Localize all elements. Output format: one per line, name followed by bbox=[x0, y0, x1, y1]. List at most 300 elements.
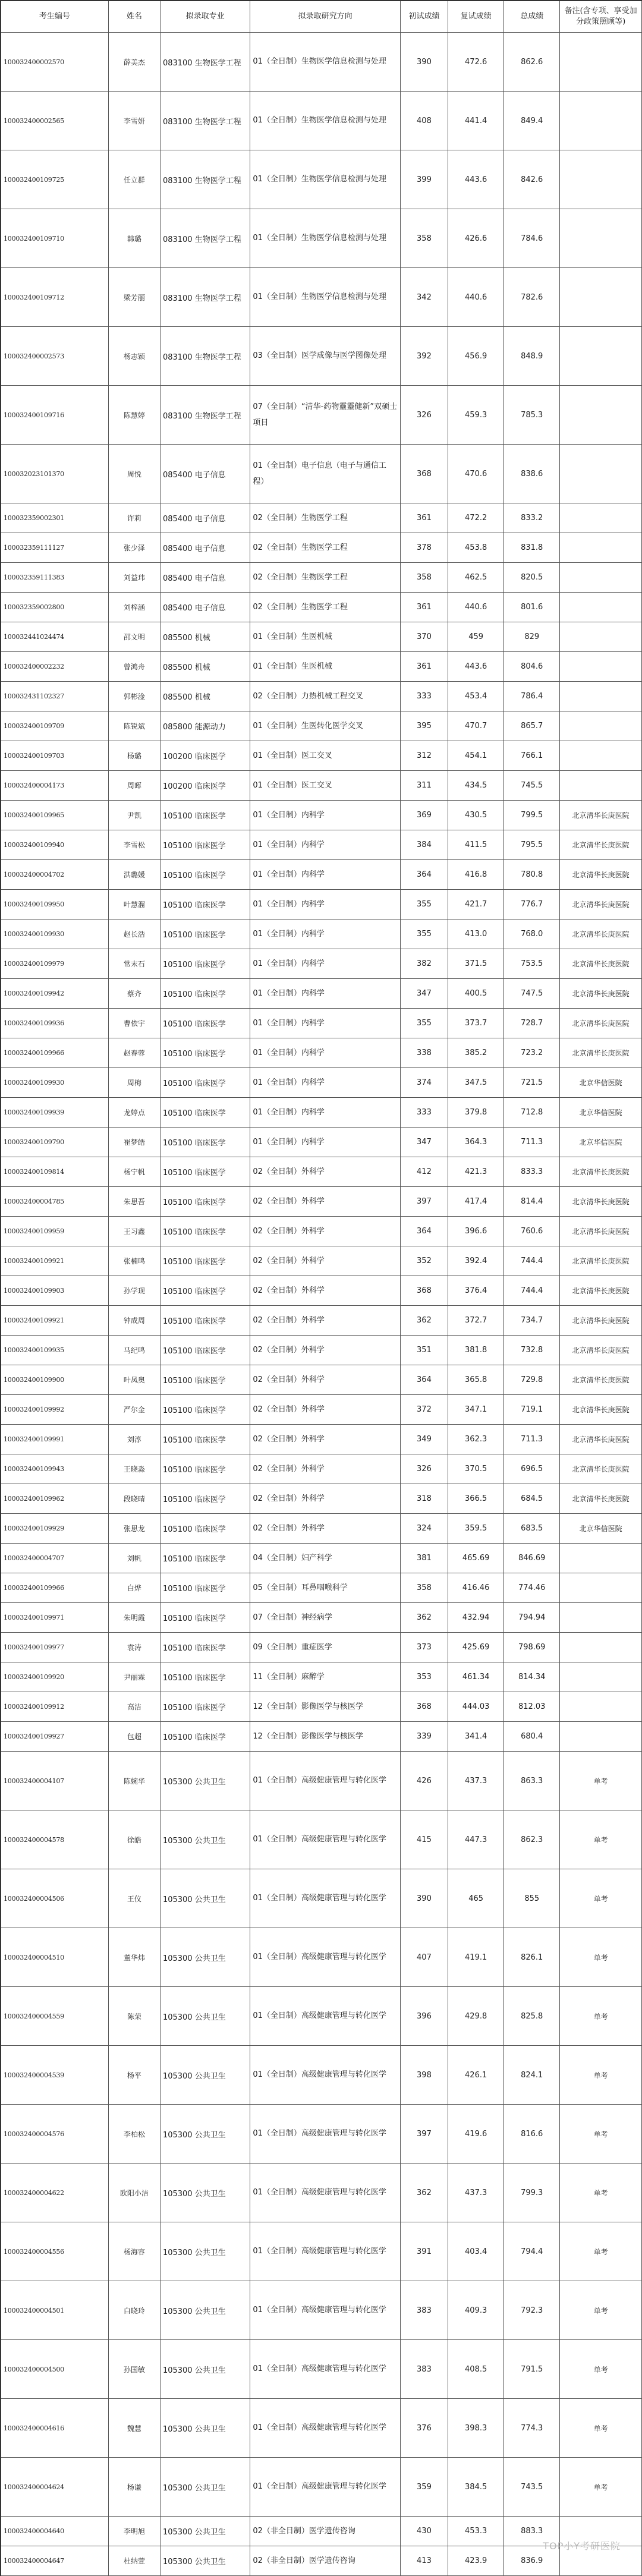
note: 单考 bbox=[560, 1869, 642, 1928]
candidate-id: 100032400004500 bbox=[1, 2340, 108, 2399]
major: 105100 临床医学 bbox=[160, 1276, 250, 1306]
note: 北京清华长庚医院 bbox=[560, 860, 642, 890]
total-score: 804.6 bbox=[504, 652, 560, 682]
initial-score: 383 bbox=[400, 2340, 448, 2399]
total-score: 728.7 bbox=[504, 1009, 560, 1038]
table-row bbox=[1, 1454, 642, 1484]
note: 北京清华长庚医院 bbox=[560, 801, 642, 830]
research-direction: 01（全日制）高级健康管理与转化医学 bbox=[250, 1987, 400, 2046]
candidate-id: 100032400109940 bbox=[1, 830, 108, 860]
candidate-id: 100032400109716 bbox=[1, 386, 108, 445]
candidate-name: 孙学现 bbox=[108, 1276, 160, 1306]
research-direction: 02（全日制）力热机械工程交叉 bbox=[250, 682, 400, 711]
total-score: 744.4 bbox=[504, 1246, 560, 1276]
major: 105100 临床医学 bbox=[160, 1425, 250, 1454]
note: 单考 bbox=[560, 2399, 642, 2458]
retest-score: 396.6 bbox=[448, 1217, 504, 1246]
note bbox=[560, 1633, 642, 1662]
total-score: 712.8 bbox=[504, 1098, 560, 1128]
major: 105300 公共卫生 bbox=[160, 2164, 250, 2222]
candidate-name: 李柏松 bbox=[108, 2105, 160, 2164]
candidate-name: 蔡齐 bbox=[108, 979, 160, 1009]
header-major: 拟录取专业 bbox=[160, 1, 250, 33]
retest-score: 462.5 bbox=[448, 563, 504, 593]
total-score: 812.03 bbox=[504, 1692, 560, 1722]
candidate-id: 100032400109927 bbox=[1, 1722, 108, 1752]
major: 105100 临床医学 bbox=[160, 979, 250, 1009]
note bbox=[560, 711, 642, 741]
candidate-name: 薛美杰 bbox=[108, 33, 160, 92]
initial-score: 398 bbox=[400, 2046, 448, 2105]
table-row bbox=[1, 503, 642, 533]
research-direction: 02（全日制）生物医学工程 bbox=[250, 503, 400, 533]
retest-score: 429.8 bbox=[448, 1987, 504, 2046]
candidate-id: 100032400109709 bbox=[1, 711, 108, 741]
note: 北京华信医院 bbox=[560, 1514, 642, 1544]
total-score: 799.5 bbox=[504, 801, 560, 830]
major: 105300 公共卫生 bbox=[160, 1987, 250, 2046]
research-direction: 01（全日制）生物医学信息检测与处理 bbox=[250, 33, 400, 92]
total-score: 842.6 bbox=[504, 150, 560, 209]
major: 105100 临床医学 bbox=[160, 919, 250, 949]
note: 北京清华长庚医院 bbox=[560, 890, 642, 919]
candidate-id: 100032023101370 bbox=[1, 445, 108, 503]
research-direction: 12（全日制）影像医学与核医学 bbox=[250, 1692, 400, 1722]
table-row bbox=[1, 1068, 642, 1098]
candidate-id: 100032400002570 bbox=[1, 33, 108, 92]
total-score: 711.3 bbox=[504, 1425, 560, 1454]
retest-score: 379.8 bbox=[448, 1098, 504, 1128]
major: 105300 公共卫生 bbox=[160, 1928, 250, 1987]
note bbox=[560, 503, 642, 533]
retest-score: 456.9 bbox=[448, 327, 504, 386]
research-direction: 07（全日制）神经病学 bbox=[250, 1603, 400, 1633]
candidate-name: 朱思吾 bbox=[108, 1187, 160, 1217]
research-direction: 01（全日制）内科学 bbox=[250, 801, 400, 830]
table-row bbox=[1, 919, 642, 949]
research-direction: 01（全日制）生医机械 bbox=[250, 652, 400, 682]
retest-score: 347.5 bbox=[448, 1068, 504, 1098]
candidate-name: 白烨 bbox=[108, 1573, 160, 1603]
research-direction: 02（非全日制）医学遗传咨询 bbox=[250, 2517, 400, 2546]
candidate-name: 尹丽霖 bbox=[108, 1662, 160, 1692]
total-score: 855 bbox=[504, 1869, 560, 1928]
total-score: 711.3 bbox=[504, 1128, 560, 1157]
candidate-name: 叶慧溜 bbox=[108, 890, 160, 919]
retest-score: 341.4 bbox=[448, 1722, 504, 1752]
table-body bbox=[1, 33, 642, 2576]
candidate-name: 刘梓涵 bbox=[108, 593, 160, 622]
total-score: 863.3 bbox=[504, 1752, 560, 1810]
initial-score: 374 bbox=[400, 1068, 448, 1098]
table-row bbox=[1, 268, 642, 327]
candidate-id: 100032400109977 bbox=[1, 1633, 108, 1662]
initial-score: 412 bbox=[400, 1157, 448, 1187]
research-direction: 01（全日制）内科学 bbox=[250, 979, 400, 1009]
note: 北京清华长庚医院 bbox=[560, 1306, 642, 1336]
retest-score: 461.34 bbox=[448, 1662, 504, 1692]
total-score: 814.34 bbox=[504, 1662, 560, 1692]
table-row bbox=[1, 860, 642, 890]
note bbox=[560, 327, 642, 386]
retest-score: 472.2 bbox=[448, 503, 504, 533]
total-score: 836.9 bbox=[504, 2546, 560, 2576]
candidate-name: 朱明霞 bbox=[108, 1603, 160, 1633]
initial-score: 430 bbox=[400, 2517, 448, 2546]
initial-score: 383 bbox=[400, 2281, 448, 2340]
candidate-id: 100032400109921 bbox=[1, 1306, 108, 1336]
research-direction: 02（全日制）外科学 bbox=[250, 1157, 400, 1187]
note: 北京清华长庚医院 bbox=[560, 949, 642, 979]
research-direction: 01（全日制）高级健康管理与转化医学 bbox=[250, 2105, 400, 2164]
note bbox=[560, 1544, 642, 1573]
candidate-id: 100032400109929 bbox=[1, 1514, 108, 1544]
initial-score: 364 bbox=[400, 860, 448, 890]
candidate-name: 王晓淼 bbox=[108, 1454, 160, 1484]
initial-score: 361 bbox=[400, 503, 448, 533]
total-score: 723.2 bbox=[504, 1038, 560, 1068]
retest-score: 416.46 bbox=[448, 1573, 504, 1603]
candidate-id: 100032400109930 bbox=[1, 1068, 108, 1098]
research-direction: 01（全日制）高级健康管理与转化医学 bbox=[250, 2281, 400, 2340]
retest-score: 432.94 bbox=[448, 1603, 504, 1633]
retest-score: 419.6 bbox=[448, 2105, 504, 2164]
note bbox=[560, 1662, 642, 1692]
major: 105100 临床医学 bbox=[160, 1514, 250, 1544]
table-row bbox=[1, 2399, 642, 2458]
candidate-name: 尹凯 bbox=[108, 801, 160, 830]
total-score: 838.6 bbox=[504, 445, 560, 503]
note: 北京清华长庚医院 bbox=[560, 1276, 642, 1306]
candidate-name: 许莉 bbox=[108, 503, 160, 533]
major: 105100 临床医学 bbox=[160, 1336, 250, 1365]
header-note: 备注(含专项、享受加分政策照顾等) bbox=[560, 1, 642, 33]
note bbox=[560, 1603, 642, 1633]
table-row bbox=[1, 771, 642, 801]
total-score: 831.8 bbox=[504, 533, 560, 563]
initial-score: 407 bbox=[400, 1928, 448, 1987]
total-score: 798.69 bbox=[504, 1633, 560, 1662]
candidate-name: 叶凤奥 bbox=[108, 1365, 160, 1395]
candidate-id: 100032400109790 bbox=[1, 1128, 108, 1157]
initial-score: 390 bbox=[400, 33, 448, 92]
initial-score: 364 bbox=[400, 1365, 448, 1395]
total-score: 794.94 bbox=[504, 1603, 560, 1633]
research-direction: 09（全日制）重症医学 bbox=[250, 1633, 400, 1662]
candidate-id: 100032400109991 bbox=[1, 1425, 108, 1454]
retest-score: 421.7 bbox=[448, 890, 504, 919]
research-direction: 02（全日制）外科学 bbox=[250, 1425, 400, 1454]
total-score: 816.6 bbox=[504, 2105, 560, 2164]
note bbox=[560, 33, 642, 92]
major: 105100 临床医学 bbox=[160, 1009, 250, 1038]
initial-score: 370 bbox=[400, 622, 448, 652]
initial-score: 391 bbox=[400, 2222, 448, 2281]
note: 单考 bbox=[560, 2046, 642, 2105]
table-row bbox=[1, 92, 642, 150]
header-initial-score: 初试成绩 bbox=[400, 1, 448, 33]
retest-score: 347.1 bbox=[448, 1395, 504, 1425]
candidate-id: 100032359002800 bbox=[1, 593, 108, 622]
candidate-id: 100032400109939 bbox=[1, 1098, 108, 1128]
major: 105100 临床医学 bbox=[160, 1365, 250, 1395]
initial-score: 364 bbox=[400, 1217, 448, 1246]
research-direction: 07（全日制）“清华-药物靈靈健新”双硕士项目 bbox=[250, 386, 400, 445]
candidate-id: 100032400109921 bbox=[1, 1246, 108, 1276]
total-score: 721.5 bbox=[504, 1068, 560, 1098]
retest-score: 441.4 bbox=[448, 92, 504, 150]
candidate-name: 周晖 bbox=[108, 771, 160, 801]
major: 105100 临床医学 bbox=[160, 1246, 250, 1276]
candidate-name: 董华炜 bbox=[108, 1928, 160, 1987]
retest-score: 392.4 bbox=[448, 1246, 504, 1276]
major: 105100 临床医学 bbox=[160, 1662, 250, 1692]
candidate-name: 段晓晴 bbox=[108, 1484, 160, 1514]
initial-score: 362 bbox=[400, 1603, 448, 1633]
table-row bbox=[1, 979, 642, 1009]
candidate-id: 100032400109703 bbox=[1, 741, 108, 771]
note: 单考 bbox=[560, 1752, 642, 1810]
candidate-name: 洪璐媛 bbox=[108, 860, 160, 890]
major: 105300 公共卫生 bbox=[160, 2517, 250, 2546]
candidate-name: 马纪鸣 bbox=[108, 1336, 160, 1365]
table-row bbox=[1, 386, 642, 445]
major: 105100 临床医学 bbox=[160, 1395, 250, 1425]
candidate-id: 100032400109725 bbox=[1, 150, 108, 209]
major: 105300 公共卫生 bbox=[160, 1869, 250, 1928]
retest-score: 409.3 bbox=[448, 2281, 504, 2340]
candidate-id: 100032431102327 bbox=[1, 682, 108, 711]
table-row bbox=[1, 1187, 642, 1217]
note: 单考 bbox=[560, 2164, 642, 2222]
total-score: 848.9 bbox=[504, 327, 560, 386]
candidate-id: 100032400109966 bbox=[1, 1038, 108, 1068]
note bbox=[560, 593, 642, 622]
table-row bbox=[1, 2046, 642, 2105]
total-score: 785.3 bbox=[504, 386, 560, 445]
research-direction: 02（全日制）生物医学工程 bbox=[250, 593, 400, 622]
candidate-id: 100032400109971 bbox=[1, 1603, 108, 1633]
research-direction: 01（全日制）高级健康管理与转化医学 bbox=[250, 1810, 400, 1869]
major: 085400 电子信息 bbox=[160, 563, 250, 593]
initial-score: 355 bbox=[400, 890, 448, 919]
candidate-id: 100032400109966 bbox=[1, 1573, 108, 1603]
note: 北京华信医院 bbox=[560, 1128, 642, 1157]
note: 北京清华长庚医院 bbox=[560, 979, 642, 1009]
retest-score: 362.3 bbox=[448, 1425, 504, 1454]
total-score: 683.5 bbox=[504, 1514, 560, 1544]
total-score: 824.1 bbox=[504, 2046, 560, 2105]
initial-score: 396 bbox=[400, 1987, 448, 2046]
candidate-id: 100032400109712 bbox=[1, 268, 108, 327]
major: 085500 机械 bbox=[160, 652, 250, 682]
major: 085500 机械 bbox=[160, 682, 250, 711]
initial-score: 358 bbox=[400, 209, 448, 268]
research-direction: 02（全日制）生物医学工程 bbox=[250, 563, 400, 593]
initial-score: 376 bbox=[400, 2399, 448, 2458]
table-row bbox=[1, 1009, 642, 1038]
total-score: 753.5 bbox=[504, 949, 560, 979]
retest-score: 443.6 bbox=[448, 652, 504, 682]
initial-score: 338 bbox=[400, 1038, 448, 1068]
table-row bbox=[1, 1217, 642, 1246]
research-direction: 01（全日制）生医机械 bbox=[250, 622, 400, 652]
table-row bbox=[1, 1038, 642, 1068]
candidate-id: 100032400004510 bbox=[1, 1928, 108, 1987]
major: 105100 临床医学 bbox=[160, 830, 250, 860]
candidate-name: 刘淳 bbox=[108, 1425, 160, 1454]
table-row bbox=[1, 1544, 642, 1573]
major: 083100 生物医学工程 bbox=[160, 150, 250, 209]
initial-score: 399 bbox=[400, 150, 448, 209]
major: 105100 临床医学 bbox=[160, 1306, 250, 1336]
total-score: 865.7 bbox=[504, 711, 560, 741]
initial-score: 318 bbox=[400, 1484, 448, 1514]
initial-score: 342 bbox=[400, 268, 448, 327]
note bbox=[560, 771, 642, 801]
retest-score: 470.6 bbox=[448, 445, 504, 503]
initial-score: 326 bbox=[400, 386, 448, 445]
note: 单考 bbox=[560, 2105, 642, 2164]
candidate-name: 杨宁帆 bbox=[108, 1157, 160, 1187]
table-row bbox=[1, 2458, 642, 2517]
research-direction: 01（全日制）高级健康管理与转化医学 bbox=[250, 1869, 400, 1928]
initial-score: 311 bbox=[400, 771, 448, 801]
research-direction: 01（全日制）高级健康管理与转化医学 bbox=[250, 2046, 400, 2105]
total-score: 862.6 bbox=[504, 33, 560, 92]
candidate-name: 崔梦皓 bbox=[108, 1128, 160, 1157]
table-row bbox=[1, 1306, 642, 1336]
total-score: 696.5 bbox=[504, 1454, 560, 1484]
research-direction: 02（全日制）外科学 bbox=[250, 1217, 400, 1246]
initial-score: 397 bbox=[400, 2105, 448, 2164]
total-score: 766.1 bbox=[504, 741, 560, 771]
research-direction: 01（全日制）内科学 bbox=[250, 860, 400, 890]
table-row bbox=[1, 1869, 642, 1928]
initial-score: 347 bbox=[400, 979, 448, 1009]
candidate-id: 100032400004539 bbox=[1, 2046, 108, 2105]
major: 085400 电子信息 bbox=[160, 593, 250, 622]
candidate-id: 100032400004578 bbox=[1, 1810, 108, 1869]
retest-score: 421.3 bbox=[448, 1157, 504, 1187]
candidate-name: 周悦 bbox=[108, 445, 160, 503]
major: 083100 生物医学工程 bbox=[160, 33, 250, 92]
research-direction: 01（全日制）内科学 bbox=[250, 949, 400, 979]
retest-score: 430.5 bbox=[448, 801, 504, 830]
research-direction: 01（全日制）生物医学信息检测与处理 bbox=[250, 92, 400, 150]
initial-score: 390 bbox=[400, 1869, 448, 1928]
initial-score: 378 bbox=[400, 533, 448, 563]
table-row bbox=[1, 830, 642, 860]
table-row bbox=[1, 1987, 642, 2046]
total-score: 745.5 bbox=[504, 771, 560, 801]
total-score: 846.69 bbox=[504, 1544, 560, 1573]
note bbox=[560, 1692, 642, 1722]
research-direction: 12（全日制）影像医学与核医学 bbox=[250, 1722, 400, 1752]
major: 083100 生物医学工程 bbox=[160, 209, 250, 268]
note bbox=[560, 652, 642, 682]
major: 105300 公共卫生 bbox=[160, 2399, 250, 2458]
major: 105100 临床医学 bbox=[160, 949, 250, 979]
research-direction: 01（全日制）高级健康管理与转化医学 bbox=[250, 2222, 400, 2281]
table-row bbox=[1, 949, 642, 979]
major: 085400 电子信息 bbox=[160, 445, 250, 503]
candidate-name: 陈荣 bbox=[108, 1987, 160, 2046]
candidate-name: 杨璐 bbox=[108, 741, 160, 771]
total-score: 776.7 bbox=[504, 890, 560, 919]
major: 105100 临床医学 bbox=[160, 1544, 250, 1573]
table-row bbox=[1, 209, 642, 268]
major: 083100 生物医学工程 bbox=[160, 386, 250, 445]
total-score: 829 bbox=[504, 622, 560, 652]
major: 100200 临床医学 bbox=[160, 741, 250, 771]
initial-score: 347 bbox=[400, 1128, 448, 1157]
research-direction: 01（全日制）电子信息（电子与通信工程） bbox=[250, 445, 400, 503]
candidate-name: 龙婷点 bbox=[108, 1098, 160, 1128]
note: 北京清华长庚医院 bbox=[560, 1217, 642, 1246]
total-score: 833.2 bbox=[504, 503, 560, 533]
note: 北京清华长庚医院 bbox=[560, 919, 642, 949]
retest-score: 440.6 bbox=[448, 593, 504, 622]
table-row bbox=[1, 563, 642, 593]
major: 105100 临床医学 bbox=[160, 860, 250, 890]
table-row bbox=[1, 1692, 642, 1722]
candidate-id: 100032400004556 bbox=[1, 2222, 108, 2281]
initial-score: 392 bbox=[400, 327, 448, 386]
total-score: 814.4 bbox=[504, 1187, 560, 1217]
retest-score: 372.7 bbox=[448, 1306, 504, 1336]
candidate-name: 陈慧婷 bbox=[108, 386, 160, 445]
header-retest-score: 复试成绩 bbox=[448, 1, 504, 33]
major: 105300 公共卫生 bbox=[160, 1810, 250, 1869]
research-direction: 01（全日制）高级健康管理与转化医学 bbox=[250, 2458, 400, 2517]
initial-score: 368 bbox=[400, 1276, 448, 1306]
initial-score: 358 bbox=[400, 563, 448, 593]
retest-score: 423.9 bbox=[448, 2546, 504, 2576]
research-direction: 02（非全日制）医学遗传咨询 bbox=[250, 2546, 400, 2576]
table-row bbox=[1, 801, 642, 830]
total-score: 760.6 bbox=[504, 1217, 560, 1246]
retest-score: 417.4 bbox=[448, 1187, 504, 1217]
retest-score: 437.3 bbox=[448, 2164, 504, 2222]
candidate-id: 100032400109903 bbox=[1, 1276, 108, 1306]
total-score: 768.0 bbox=[504, 919, 560, 949]
retest-score: 359.5 bbox=[448, 1514, 504, 1544]
candidate-name: 孙国敏 bbox=[108, 2340, 160, 2399]
candidate-id: 100032400109936 bbox=[1, 1009, 108, 1038]
note bbox=[560, 92, 642, 150]
retest-score: 447.3 bbox=[448, 1810, 504, 1869]
research-direction: 01（全日制）生物医学信息检测与处理 bbox=[250, 209, 400, 268]
research-direction: 02（全日制）外科学 bbox=[250, 1395, 400, 1425]
header-name: 姓名 bbox=[108, 1, 160, 33]
candidate-id: 100032400109959 bbox=[1, 1217, 108, 1246]
retest-score: 366.5 bbox=[448, 1484, 504, 1514]
initial-score: 369 bbox=[400, 801, 448, 830]
major: 105300 公共卫生 bbox=[160, 1752, 250, 1810]
total-score: 849.4 bbox=[504, 92, 560, 150]
total-score: 744.4 bbox=[504, 1276, 560, 1306]
note: 北京清华长庚医院 bbox=[560, 1425, 642, 1454]
note bbox=[560, 268, 642, 327]
candidate-id: 100032400002565 bbox=[1, 92, 108, 150]
retest-score: 364.3 bbox=[448, 1128, 504, 1157]
initial-score: 372 bbox=[400, 1395, 448, 1425]
candidate-id: 100032400109992 bbox=[1, 1395, 108, 1425]
candidate-name: 李明旭 bbox=[108, 2517, 160, 2546]
retest-score: 370.5 bbox=[448, 1454, 504, 1484]
research-direction: 01（全日制）内科学 bbox=[250, 1068, 400, 1098]
